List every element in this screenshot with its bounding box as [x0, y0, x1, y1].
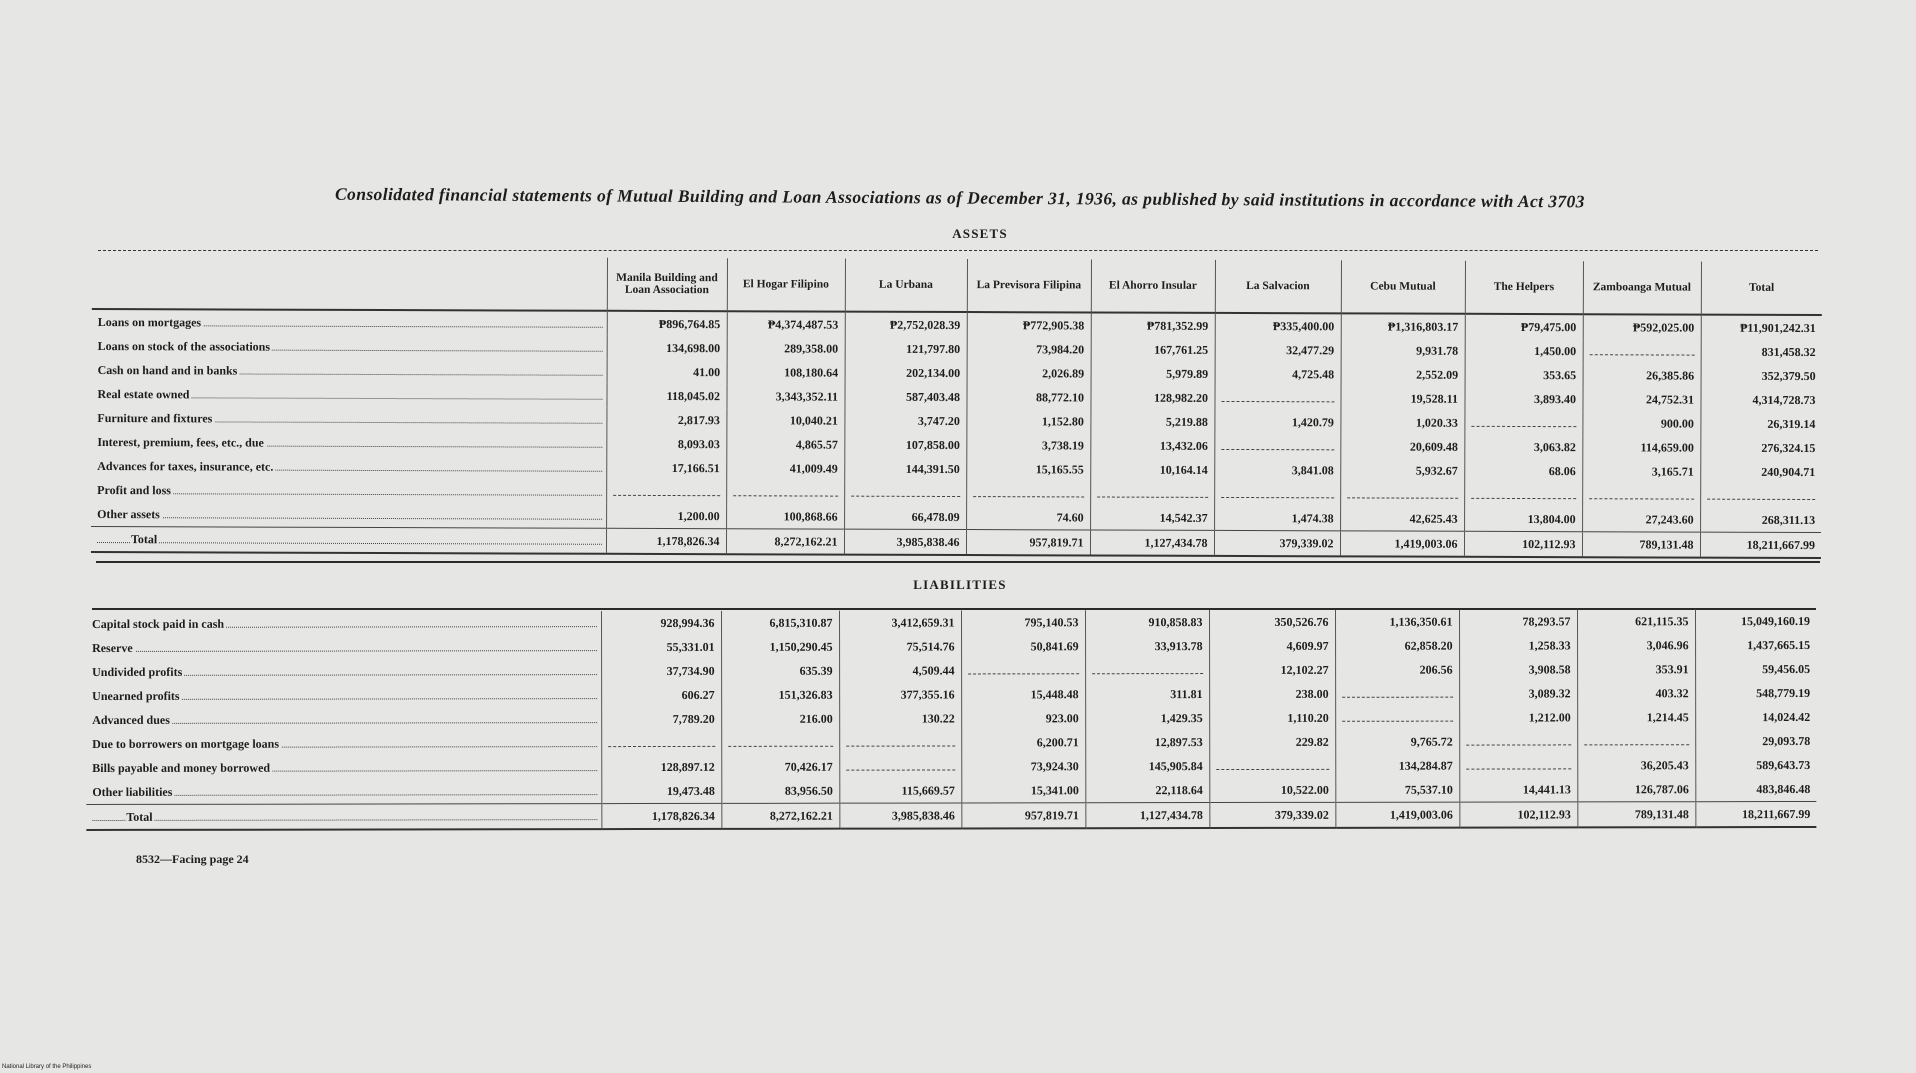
value-cell: 10,164.14 [1090, 457, 1214, 481]
value-cell [601, 731, 721, 755]
archive-stamp: National Library of the Philippines [2, 1064, 92, 1070]
row-label-text: Other assets [97, 506, 160, 521]
value-cell: 13,432.06 [1090, 433, 1214, 457]
value-cell: ₱4,374,487.53 [727, 311, 845, 336]
value-cell: 102,112.93 [1459, 802, 1577, 828]
value-cell: 41,009.49 [726, 456, 844, 480]
value-cell [1700, 484, 1821, 508]
value-cell: 70,426.17 [721, 755, 839, 779]
value-cell: 5,979.89 [1091, 361, 1215, 385]
value-cell: 145,905.84 [1085, 754, 1209, 778]
col-header: El Ahorro Insular [1091, 259, 1215, 312]
value-cell: 202,134.00 [845, 361, 967, 385]
value-cell: 3,046.96 [1577, 633, 1695, 657]
value-cell: 1,020.33 [1340, 410, 1464, 434]
col-header: La Urbana [845, 259, 967, 312]
col-header: Zamboanga Mutual [1583, 261, 1701, 314]
value-cell: 635.39 [721, 659, 839, 683]
value-cell [1459, 753, 1577, 777]
value-cell: 15,448.48 [961, 682, 1085, 706]
value-cell [726, 480, 844, 504]
row-label [91, 502, 606, 528]
column-header-row [92, 256, 1822, 315]
row-label-text: Bills payable and money borrowed [92, 760, 271, 775]
row-label-text: Loans on stock of the associations [97, 338, 271, 354]
value-cell: 13,804.00 [1464, 507, 1582, 532]
value-cell: 379,339.02 [1214, 530, 1340, 556]
value-cell: 3,412,659.31 [839, 610, 961, 634]
value-cell [839, 730, 961, 754]
row-label [86, 779, 601, 804]
value-cell: 3,738.19 [966, 433, 1090, 457]
value-cell: 6,200.71 [961, 730, 1085, 754]
value-cell: 7,789.20 [601, 707, 721, 731]
row-label [86, 804, 601, 830]
value-cell: 4,609.97 [1209, 634, 1335, 658]
value-cell: ₱772,905.38 [967, 312, 1091, 337]
value-cell: 102,112.93 [1464, 531, 1582, 557]
value-cell: 167,761.25 [1091, 337, 1215, 361]
value-cell: 118,045.02 [606, 384, 726, 408]
value-cell: 108,180.64 [727, 360, 845, 384]
value-cell: 353.91 [1577, 657, 1695, 681]
value-cell: 1,429.35 [1085, 706, 1209, 730]
value-cell: 14,542.37 [1090, 505, 1214, 530]
row-label [86, 683, 601, 708]
value-cell: 42,625.43 [1340, 506, 1464, 531]
table-row [86, 609, 1816, 636]
value-cell: ₱335,400.00 [1215, 313, 1341, 338]
row-label [91, 454, 606, 480]
value-cell: 216.00 [721, 707, 839, 731]
value-cell [1583, 339, 1701, 363]
value-cell: 900.00 [1582, 411, 1700, 435]
value-cell [1090, 481, 1214, 505]
table-row [86, 729, 1816, 756]
value-cell: 27,243.60 [1582, 507, 1700, 532]
row-label-text: Furniture and fixtures [97, 410, 213, 425]
value-cell: 83,956.50 [721, 779, 839, 804]
value-cell: 3,063.82 [1464, 435, 1582, 459]
value-cell: 73,924.30 [961, 754, 1085, 778]
value-cell [1459, 729, 1577, 753]
value-cell: 3,165.71 [1582, 459, 1700, 483]
value-cell: 15,049,160.19 [1695, 609, 1816, 633]
value-cell: 6,815,310.87 [721, 611, 839, 635]
value-cell [1214, 434, 1340, 458]
row-label [86, 755, 601, 780]
value-cell: 4,725.48 [1215, 362, 1341, 386]
value-cell [961, 658, 1085, 682]
value-cell [1464, 483, 1582, 507]
value-cell: 121,797.80 [845, 337, 967, 361]
value-cell [1209, 754, 1335, 778]
row-label-text: Advanced dues [92, 712, 170, 727]
value-cell: 923.00 [961, 706, 1085, 730]
value-cell: 8,272,162.21 [726, 529, 844, 555]
row-label [91, 526, 606, 553]
value-cell: 17,166.51 [606, 456, 726, 480]
value-cell: 548,779.19 [1695, 681, 1816, 705]
value-cell: 1,136,350.61 [1335, 610, 1459, 634]
value-cell: 8,093.03 [606, 432, 726, 456]
value-cell: 37,734.90 [601, 659, 721, 683]
value-cell: 22,118.64 [1085, 778, 1209, 803]
value-cell: 379,339.02 [1209, 802, 1335, 828]
value-cell: 55,331.01 [601, 635, 721, 659]
row-label-text: Due to borrowers on mortgage loans [92, 736, 280, 751]
liabilities-heading: LIABILITIES [913, 577, 1007, 592]
value-cell: ₱592,025.00 [1583, 314, 1701, 339]
header-blank [92, 256, 607, 311]
value-cell: 19,528.11 [1340, 386, 1464, 410]
value-cell: ₱896,764.85 [607, 311, 727, 336]
table-row [86, 657, 1816, 684]
value-cell: 68.06 [1464, 459, 1582, 483]
row-label-text: Loans on mortgages [97, 314, 202, 329]
value-cell: 73,984.20 [967, 337, 1091, 361]
value-cell: 1,178,826.34 [606, 528, 726, 554]
value-cell: 114,659.00 [1582, 435, 1700, 459]
table-row [86, 633, 1816, 660]
table-row [86, 681, 1816, 708]
page-footer: 8532—Facing page 24 [136, 852, 249, 866]
value-cell: 957,819.71 [966, 530, 1090, 556]
table-row [86, 705, 1816, 732]
value-cell: 2,026.89 [967, 361, 1091, 385]
section-rule [96, 561, 1820, 563]
table-row [86, 753, 1816, 780]
value-cell: 134,698.00 [607, 336, 727, 360]
value-cell: 1,419,003.06 [1340, 531, 1464, 557]
value-cell [1340, 482, 1464, 506]
row-label [91, 406, 606, 432]
row-label [91, 382, 606, 408]
value-cell: 3,908.58 [1459, 657, 1577, 681]
value-cell: 1,152.80 [966, 409, 1090, 433]
col-header: Total [1701, 262, 1822, 315]
row-label [91, 478, 606, 504]
value-cell: 238.00 [1209, 682, 1335, 706]
value-cell [721, 731, 839, 755]
value-cell: 9,765.72 [1335, 730, 1459, 754]
value-cell: 206.56 [1335, 658, 1459, 682]
col-header: El Hogar Filipino [727, 258, 845, 311]
value-cell: 3,089.32 [1459, 681, 1577, 705]
value-cell: 4,314,728.73 [1700, 388, 1821, 412]
value-cell: 115,669.57 [839, 778, 961, 803]
value-cell: 795,140.53 [961, 610, 1085, 634]
value-cell: ₱79,475.00 [1465, 314, 1583, 339]
value-cell: 62,858.20 [1335, 634, 1459, 658]
value-cell: 15,165.55 [966, 457, 1090, 481]
liabilities-table [86, 609, 1816, 831]
value-cell [1464, 411, 1582, 435]
value-cell: 2,552.09 [1341, 362, 1465, 386]
value-cell: 3,985,838.46 [844, 529, 966, 555]
row-label [86, 707, 601, 732]
value-cell: 1,450.00 [1465, 339, 1583, 363]
value-cell [1085, 658, 1209, 682]
value-cell: 32,477.29 [1215, 338, 1341, 362]
value-cell: 75,514.76 [839, 634, 961, 658]
value-cell: 24,752.31 [1582, 387, 1700, 411]
value-cell: 14,024.42 [1695, 705, 1816, 729]
value-cell: ₱2,752,028.39 [845, 312, 967, 337]
value-cell [1335, 682, 1459, 706]
row-label-text: Total [130, 531, 158, 546]
value-cell [966, 481, 1090, 505]
row-label [86, 635, 601, 660]
row-label-text: Profit and loss [97, 482, 172, 497]
value-cell: 1,127,434.78 [1090, 530, 1214, 556]
value-cell [1214, 386, 1340, 410]
assets-heading: ASSETS [952, 226, 1008, 241]
value-cell: 1,110.20 [1209, 706, 1335, 730]
value-cell: 3,985,838.46 [839, 803, 961, 829]
value-cell: 144,391.50 [844, 457, 966, 481]
row-label [92, 358, 607, 384]
value-cell: 1,437,665.15 [1695, 633, 1816, 657]
value-cell: 9,931.78 [1341, 338, 1465, 362]
value-cell: 4,509.44 [839, 658, 961, 682]
value-cell: 100,868.66 [726, 504, 844, 529]
value-cell: 1,258.33 [1459, 633, 1577, 657]
value-cell: 353.65 [1465, 363, 1583, 387]
value-cell: 10,522.00 [1209, 778, 1335, 803]
value-cell: 41.00 [607, 360, 727, 384]
row-label-text: Other liabilities [92, 784, 173, 799]
value-cell: ₱11,901,242.31 [1701, 315, 1822, 340]
row-label [91, 430, 606, 456]
value-cell: 403.32 [1577, 681, 1695, 705]
value-cell: 831,458.32 [1701, 340, 1822, 364]
value-cell [839, 754, 961, 778]
value-cell: ₱1,316,803.17 [1341, 313, 1465, 338]
value-cell: 2,817.93 [606, 408, 726, 432]
value-cell: 1,150,290.45 [721, 635, 839, 659]
value-cell: 377,355.16 [839, 682, 961, 706]
document-title: Consolidated financial statements of Mutual Building and Loan Associations as of December 31, 1936, as published by said institutions in accordance with Act 3703 [334, 183, 1585, 212]
col-header: La Salvacion [1215, 260, 1341, 313]
value-cell: 74.60 [966, 505, 1090, 530]
table-row [91, 526, 1821, 558]
row-label-text: Reserve [92, 640, 133, 655]
value-cell: 33,913.78 [1085, 634, 1209, 658]
value-cell [1577, 729, 1695, 753]
value-cell: 128,982.20 [1090, 385, 1214, 409]
value-cell: 18,211,667.99 [1695, 801, 1816, 827]
row-label [86, 731, 601, 756]
value-cell: 3,343,352.11 [726, 384, 844, 408]
top-rule [98, 250, 1818, 251]
value-cell: 26,385.86 [1583, 363, 1701, 387]
value-cell: 621,115.35 [1577, 609, 1695, 633]
value-cell: 311.81 [1085, 682, 1209, 706]
value-cell: 587,403.48 [844, 385, 966, 409]
table-row [86, 801, 1816, 830]
value-cell: 12,102.27 [1209, 658, 1335, 682]
value-cell: 1,419,003.06 [1335, 802, 1459, 828]
value-cell: 5,219.88 [1090, 409, 1214, 433]
row-label [92, 334, 607, 360]
value-cell: 66,478.09 [844, 505, 966, 530]
value-cell: 1,200.00 [606, 504, 726, 529]
value-cell: 75,537.10 [1335, 778, 1459, 803]
value-cell [606, 480, 726, 504]
value-cell: 5,932.67 [1340, 458, 1464, 482]
value-cell: 240,904.71 [1700, 460, 1821, 484]
value-cell: 789,131.48 [1577, 802, 1695, 828]
value-cell: 19,473.48 [601, 779, 721, 804]
value-cell: 1,420.79 [1214, 410, 1340, 434]
value-cell: 910,858.83 [1085, 610, 1209, 634]
table-row [86, 777, 1816, 805]
row-label-text: Advances for taxes, insurance, etc. [97, 458, 274, 474]
value-cell: 3,841.08 [1214, 458, 1340, 482]
col-header: The Helpers [1465, 261, 1583, 314]
row-label-text: Interest, premium, fees, etc., due [97, 434, 264, 450]
row-label-text: Capital stock paid in cash [92, 616, 225, 631]
value-cell: 18,211,667.99 [1700, 532, 1821, 558]
row-label-text: Undivided profits [92, 664, 183, 679]
value-cell: 589,643.73 [1695, 753, 1816, 777]
value-cell: 128,897.12 [601, 755, 721, 779]
value-cell: 20,609.48 [1340, 434, 1464, 458]
row-label-text: Cash on hand and in banks [97, 362, 238, 378]
value-cell [1335, 706, 1459, 730]
value-cell: 1,214.45 [1577, 705, 1695, 729]
value-cell: ₱781,352.99 [1091, 312, 1215, 337]
value-cell [1582, 483, 1700, 507]
col-header: La Previsora Filipina [967, 259, 1091, 312]
col-header: Manila Building and Loan Association [607, 258, 727, 311]
value-cell: 957,819.71 [961, 803, 1085, 829]
row-label-text: Unearned profits [92, 688, 180, 703]
value-cell: 1,127,434.78 [1085, 803, 1209, 829]
value-cell: 126,787.06 [1577, 777, 1695, 802]
value-cell: 14,441.13 [1459, 777, 1577, 802]
col-header: Cebu Mutual [1341, 260, 1465, 313]
value-cell: 789,131.48 [1582, 532, 1700, 558]
value-cell: 3,747.20 [844, 409, 966, 433]
value-cell: 483,846.48 [1695, 777, 1816, 802]
value-cell: 26,319.14 [1700, 412, 1821, 436]
value-cell: 88,772.10 [966, 385, 1090, 409]
row-label-text: Real estate owned [97, 386, 190, 401]
value-cell [844, 481, 966, 505]
value-cell: 268,311.13 [1700, 508, 1821, 533]
value-cell: 276,324.15 [1700, 436, 1821, 460]
value-cell: 928,994.36 [601, 611, 721, 635]
value-cell: 1,212.00 [1459, 705, 1577, 729]
value-cell: 229.82 [1209, 730, 1335, 754]
value-cell: 130.22 [839, 706, 961, 730]
assets-table [91, 256, 1822, 559]
value-cell: 4,865.57 [726, 432, 844, 456]
value-cell [1214, 482, 1340, 506]
value-cell: 78,293.57 [1459, 609, 1577, 633]
value-cell: 1,178,826.34 [601, 803, 721, 829]
value-cell: 29,093.78 [1695, 729, 1816, 753]
value-cell: 1,474.38 [1214, 506, 1340, 531]
value-cell: 606.27 [601, 683, 721, 707]
value-cell: 59,456.05 [1695, 657, 1816, 681]
value-cell: 10,040.21 [726, 408, 844, 432]
value-cell: 8,272,162.21 [721, 803, 839, 829]
value-cell: 350,526.76 [1209, 610, 1335, 634]
row-label [86, 611, 601, 636]
value-cell: 352,379.50 [1701, 364, 1822, 388]
value-cell: 36,205.43 [1577, 753, 1695, 777]
value-cell: 289,358.00 [727, 336, 845, 360]
value-cell: 3,893.40 [1464, 387, 1582, 411]
row-label [92, 309, 607, 336]
value-cell: 15,341.00 [961, 778, 1085, 803]
value-cell: 134,284.87 [1335, 754, 1459, 778]
value-cell: 12,897.53 [1085, 730, 1209, 754]
value-cell: 50,841.69 [961, 634, 1085, 658]
value-cell: 151,326.83 [721, 683, 839, 707]
value-cell: 107,858.00 [844, 433, 966, 457]
row-label-text: Total [126, 809, 153, 824]
row-label [86, 659, 601, 684]
